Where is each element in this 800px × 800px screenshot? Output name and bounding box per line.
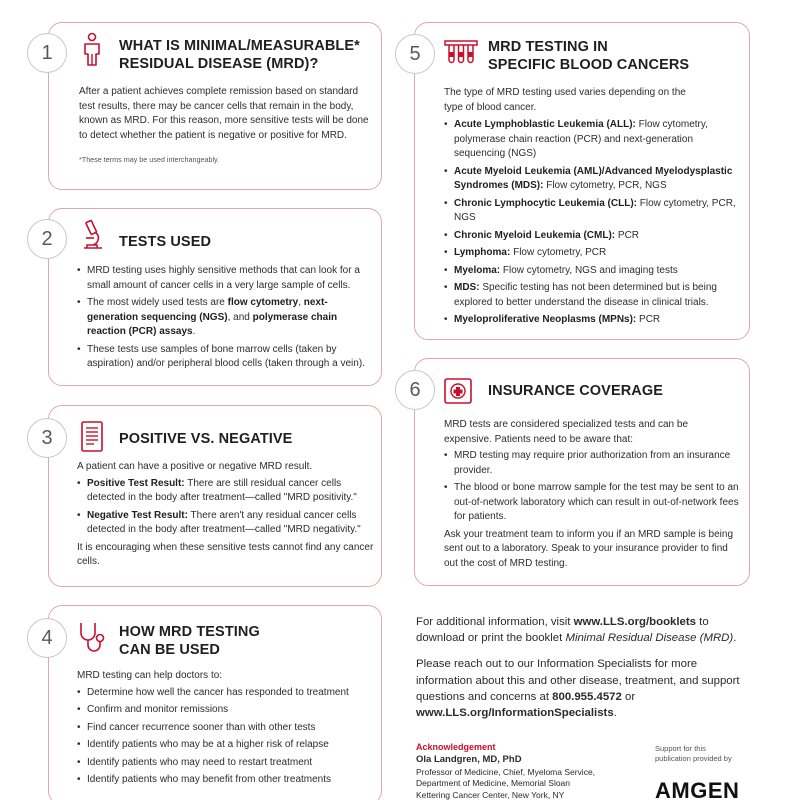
section-number-5: 5 <box>395 34 435 74</box>
list-item: • The most widely used tests are flow cytometry, next-generation sequencing (NGS), and polymerase chain reaction (PCR) assays. <box>77 296 372 340</box>
card-body-positive-vs-negative <box>77 460 377 576</box>
list-item: • Identify patients who may be at a higher risk of relapse <box>77 738 377 753</box>
positive-negative-outro: It is encouraging when these sensitive tests cannot find any cancer cells. <box>77 541 374 567</box>
sponsor-logo: AMGEN <box>655 778 740 800</box>
section-number-3: 3 <box>27 418 67 458</box>
card-title-how-mrd-used: HOW MRD TESTING CAN BE USED <box>119 624 260 659</box>
booklets-link[interactable]: www.LLS.org/booklets <box>573 616 696 628</box>
acknowledgement-line: Professor of Medicine, Chief, Myeloma Service, <box>416 766 596 777</box>
insurance-outro: Ask your treatment team to inform you if an MRD sample is being sent out to a laboratory. Speak to your insurance provider to find out the cost of MRD testing. <box>444 528 734 569</box>
list-item: • These tests use samples of bone marrow cells (taken by aspiration) and/or peripheral blood cells (taken through a vein). <box>77 343 372 372</box>
section-number-2: 2 <box>27 219 67 259</box>
card-title-positive-vs-negative: POSITIVE VS. NEGATIVE <box>119 431 293 447</box>
list-item: • Acute Lymphoblastic Leukemia (ALL): Flow cytometry, polymerase chain reaction (PCR) and next-generation sequencing (NGS) <box>444 118 744 162</box>
list-item: • Chronic Lymphocytic Leukemia (CLL): Flow cytometry, PCR, NGS <box>444 197 744 226</box>
stethoscope-icon <box>76 620 108 654</box>
list-item: • Chronic Myeloid Leukemia (CML): PCR <box>444 229 744 244</box>
medical-cross-icon <box>444 378 472 404</box>
card-title-insurance-coverage: INSURANCE COVERAGE <box>488 383 664 399</box>
list-item: • Positive Test Result: There are still residual cancer cells detected in the body after treatment—called "MRD positivity." <box>77 477 377 506</box>
card-title-tests-used: TESTS USED <box>119 234 212 250</box>
card-body-how-mrd-used <box>77 669 377 791</box>
section-number-6: 6 <box>395 370 435 410</box>
test-tubes-icon <box>444 38 478 66</box>
list-item: • Acute Myeloid Leukemia (AML)/Advanced Myelodysplastic Syndromes (MDS): Flow cytometry, PCR, NGS <box>444 165 744 194</box>
positive-negative-intro: A patient can have a positive or negative MRD result. <box>77 461 313 472</box>
phone-number[interactable]: 800.955.4572 <box>552 690 622 703</box>
how-used-intro: MRD testing can help doctors to: <box>77 670 223 681</box>
acknowledgement <box>416 741 646 800</box>
acknowledgement-line: Kettering Cancer Center, New York, NY <box>416 789 565 800</box>
additional-information <box>416 614 756 731</box>
list-item: • MRD testing uses highly sensitive methods that can look for a small amount of cancer cells in a very large sample of cells. <box>77 264 372 293</box>
card-body-what-is-mrd <box>79 85 369 165</box>
list-item: • Find cancer recurrence sooner than with other tests <box>77 721 377 736</box>
section-number-4: 4 <box>27 618 67 658</box>
acknowledgement-line: Department of Medicine, Memorial Sloan <box>416 778 571 789</box>
list-item: • Myeloproliferative Neoplasms (MPNs): PCR <box>444 313 744 328</box>
booklet-info: For additional information, visit www.LLS.org/booklets to download or print the booklet Minimal Residual Disease (MRD). <box>416 616 737 645</box>
acknowledgement-name: Ola Landgren, MD, PhD <box>416 754 522 766</box>
list-item: • Myeloma: Flow cytometry, NGS and imaging tests <box>444 264 744 279</box>
card-title-what-is-mrd: WHAT IS MINIMAL/MEASURABLE* RESIDUAL DISEASE (MRD)? <box>119 38 360 73</box>
list-item: • Lymphoma: Flow cytometry, PCR <box>444 246 744 261</box>
support-note: Support for this publication provided by <box>655 744 732 764</box>
card-body-tests-used <box>77 264 372 375</box>
card-title-specific-blood-cancers: MRD TESTING IN SPECIFIC BLOOD CANCERS <box>488 39 690 74</box>
list-item: • Confirm and monitor remissions <box>77 703 377 718</box>
what-is-mrd-paragraph: After a patient achieves complete remission based on standard test results, there may be cancer cells that remain in the body, known as MRD. For this reason, more sensitive tests will be done to detect whether the patient is negative or positive for MRD. <box>79 86 369 141</box>
list-item: • Identify patients who may benefit from other treatments <box>77 773 377 788</box>
insurance-intro: MRD tests are considered specialized tests and can be expensive. Patients need to be aware that: <box>444 419 689 445</box>
card-body-specific-blood-cancers <box>444 86 744 331</box>
list-item: • MDS: Specific testing has not been determined but is being explored to better understand the disease in clinical trials. <box>444 281 744 310</box>
card-body-insurance-coverage <box>444 418 740 577</box>
specialists-info: Please reach out to our Information Specialists for more information about this and other disease, treatment, and support questions and concerns at 800.955.4572 or www.LLS.org/InformationSpecialists. <box>416 658 740 719</box>
specialists-link[interactable]: www.LLS.org/InformationSpecialists <box>416 706 614 719</box>
list-item: • MRD testing may require prior authorization from an insurance provider. <box>444 449 740 478</box>
section-number-1: 1 <box>27 33 67 73</box>
blood-cancers-intro: The type of MRD testing used varies depending on the type of blood cancer. <box>444 87 686 113</box>
list-item: • Determine how well the cancer has responded to treatment <box>77 686 377 701</box>
list-item: • The blood or bone marrow sample for the test may be sent to an out-of-network laboratory which can result in out-of-network fees for patients. <box>444 481 740 525</box>
microscope-icon <box>78 218 106 252</box>
list-item: • Negative Test Result: There aren't any residual cancer cells detected in the body after treatment—called "MRD negativity." <box>77 509 377 538</box>
terms-footnote: *These terms may be used interchangeably. <box>79 155 220 164</box>
list-item: • Identify patients who may need to restart treatment <box>77 756 377 771</box>
report-icon <box>80 420 104 454</box>
acknowledgement-heading: Acknowledgement <box>416 742 496 752</box>
person-icon <box>80 32 104 66</box>
